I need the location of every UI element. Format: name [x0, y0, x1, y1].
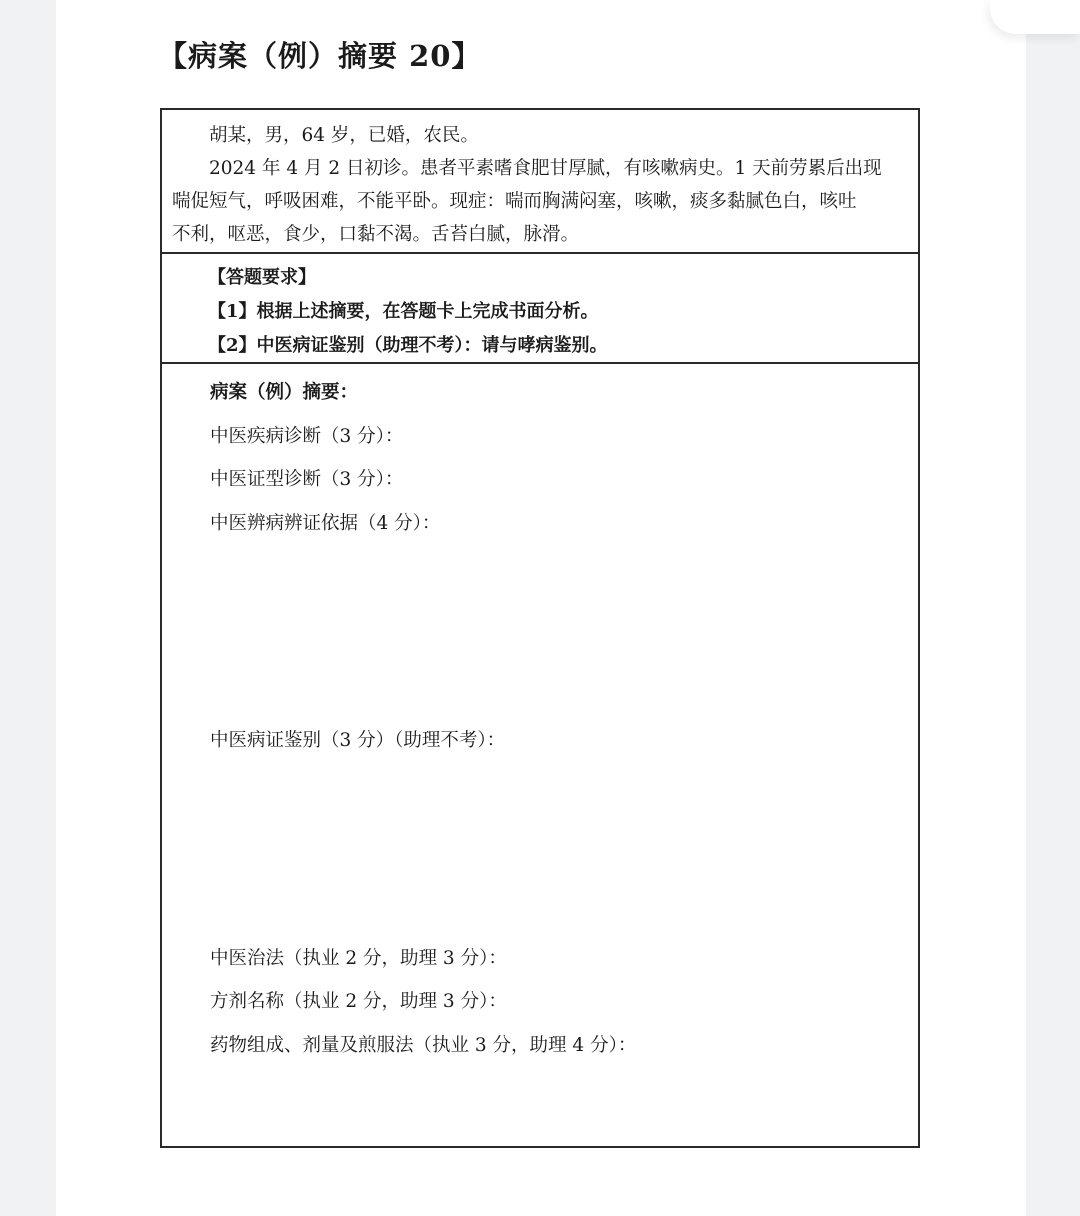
treatment-method-field: 中医治法（执业 2 分，助理 3 分）： [210, 948, 507, 969]
patient-info: 胡某，男，64 岁，已婚，农民。 [209, 125, 479, 146]
page-corner [990, 0, 1080, 34]
requirement-item-1: 【1】根据上述摘要，在答题卡上完成书面分析。 [208, 301, 599, 322]
answer-heading: 病案（例）摘要： [210, 382, 359, 403]
case-frame [160, 108, 920, 1148]
answer-section [162, 364, 918, 1148]
diagnosis-basis-field: 中医辨病辨证依据（4 分）： [210, 513, 441, 534]
requirements-section [162, 254, 918, 364]
syndrome-diagnosis-field: 中医证型诊断（3 分）： [210, 469, 404, 490]
requirement-item-2: 【2】中医病证鉴别（助理不考）：请与哮病鉴别。 [208, 335, 608, 356]
prescription-composition-field: 药物组成、剂量及煎服法（执业 3 分，助理 4 分）： [210, 1035, 637, 1056]
formula-name-field: 方剂名称（执业 2 分，助理 3 分）： [210, 991, 507, 1012]
document-title: 【病案（例）摘要 20】 [158, 39, 482, 73]
case-text-line-3: 不利，呕恶，食少，口黏不渴。舌苔白腻，脉滑。 [172, 224, 580, 245]
case-summary-section [162, 110, 918, 254]
requirements-heading: 【答题要求】 [208, 267, 316, 288]
case-text-line-2: 喘促短气，呼吸困难，不能平卧。现症：喘而胸满闷塞，咳嗽，痰多黏腻色白，咳吐 [172, 191, 857, 212]
differential-diagnosis-field: 中医病证鉴别（3 分）（助理不考）： [210, 730, 506, 751]
case-text-line-1: 2024 年 4 月 2 日初诊。患者平素嗜食肥甘厚腻，有咳嗽病史。1 天前劳累后出现 [209, 158, 882, 179]
disease-diagnosis-field: 中医疾病诊断（3 分）： [210, 426, 404, 447]
